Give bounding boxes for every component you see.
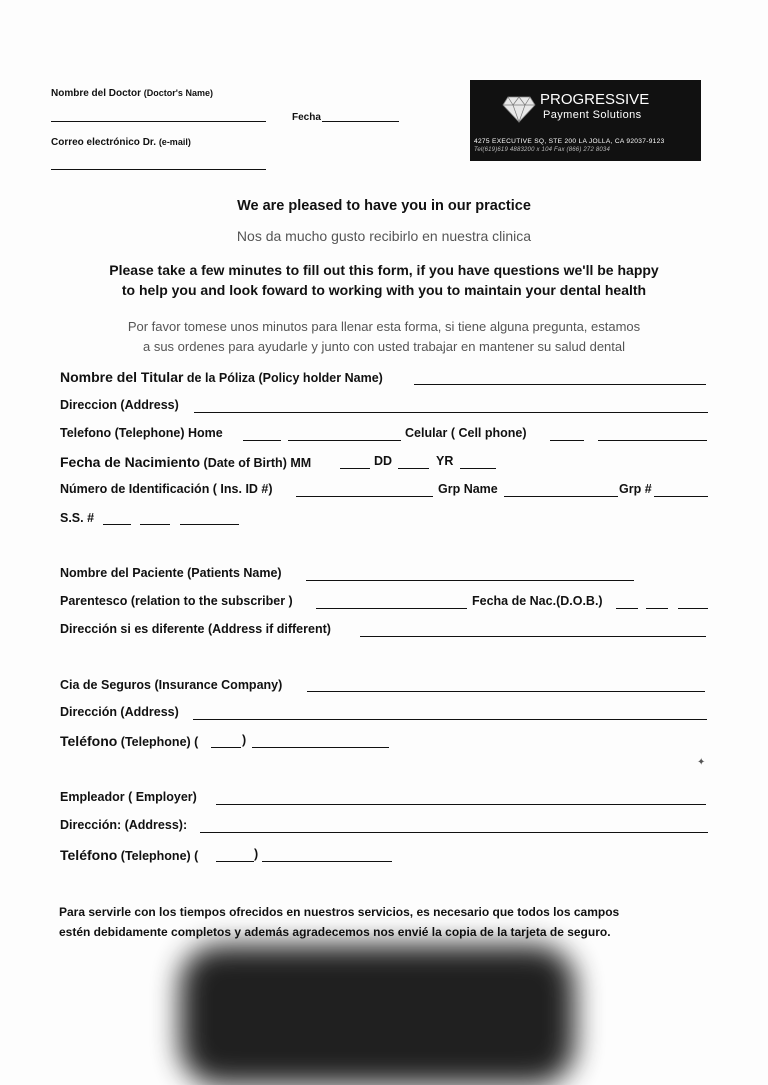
intro-en-line1: Please take a few minutes to fill out this form, if you have questions we'll be happy: [109, 262, 659, 278]
employer-phone-number-field[interactable]: [262, 861, 392, 862]
insurance-company-label: Cia de Seguros (Insurance Company): [60, 678, 283, 692]
policy-holder-address-field[interactable]: [194, 412, 708, 413]
employer-phone-area-field[interactable]: [216, 861, 254, 862]
doctor-email-label: Correo electrónico Dr. (e-mail): [51, 137, 191, 148]
insurance-id-label: Número de Identificación ( Ins. ID #): [60, 482, 273, 496]
relation-field[interactable]: [316, 608, 467, 609]
intro-en-line2: to help you and look foward to working with you to maintain your dental health: [121, 282, 647, 298]
policy-holder-name-field[interactable]: [414, 384, 706, 385]
dob-dd-field[interactable]: [398, 468, 429, 469]
ssn-label: S.S. #: [60, 511, 95, 525]
home-phone-number-field[interactable]: [288, 440, 401, 441]
doctor-name-field[interactable]: [51, 121, 266, 122]
logo-phone: Tel(619)619 4883200 x 104 Fax (866) 272 8034: [474, 147, 611, 153]
cell-phone-number-field[interactable]: [598, 440, 707, 441]
doctor-name-label: Nombre del Doctor (Doctor's Name): [51, 88, 213, 99]
cell-phone-area-field[interactable]: [550, 440, 584, 441]
ssn-part3-field[interactable]: [180, 524, 239, 525]
patient-address-field[interactable]: [360, 636, 706, 637]
intro-es-line2: a sus ordenes para ayudarle y junto con usted trabajar en mantener su salud dental: [142, 339, 626, 354]
dob-dd-label: DD: [374, 454, 393, 468]
dob-yr-label: YR: [436, 454, 454, 468]
patient-name-label: Nombre del Paciente (Patients Name): [60, 566, 282, 580]
policy-holder-address-label: Direccion (Address): [60, 398, 179, 412]
relation-label: Parentesco (relation to the subscriber ): [60, 594, 293, 608]
footer-note-line1: Para servirle con los tiempos ofrecidos en nuestros servicios, es necesario que todos los campos: [59, 905, 620, 919]
employer-address-label: Dirección: (Address):: [60, 818, 188, 832]
dob-mm-field[interactable]: [340, 468, 370, 469]
insurance-phone-close: ): [242, 733, 247, 747]
insurance-phone-area-field[interactable]: [211, 747, 241, 748]
insurance-id-field[interactable]: [296, 496, 433, 497]
logo-address: 4275 EXECUTIVE SQ, STE 200 LA JOLLA, CA 92037-9123: [474, 138, 665, 145]
employer-field[interactable]: [216, 804, 706, 805]
patient-dob-label: Fecha de Nac.(D.O.B.): [472, 594, 603, 608]
patient-dob-dd-field[interactable]: [646, 608, 668, 609]
group-number-label: Grp #: [619, 482, 652, 496]
insurance-phone-label: Teléfono (Telephone) (: [60, 733, 199, 749]
employer-phone-close: ): [254, 847, 259, 861]
insurance-address-field[interactable]: [193, 719, 707, 720]
group-name-field[interactable]: [504, 496, 618, 497]
welcome-heading-en: We are pleased to have you in our practice: [237, 198, 531, 214]
group-number-field[interactable]: [654, 496, 708, 497]
employer-label: Empleador ( Employer): [60, 790, 197, 804]
cell-phone-label: Celular ( Cell phone): [405, 426, 527, 440]
welcome-heading-es: Nos da mucho gusto recibirlo en nuestra clinica: [236, 228, 532, 244]
insurance-phone-number-field[interactable]: [252, 747, 389, 748]
scan-shadow: [180, 945, 575, 1085]
footer-note-line2: estén debidamente completos y además agradecemos nos envié la copia de la tarjeta de seguro.: [59, 925, 611, 939]
patient-name-field[interactable]: [306, 580, 634, 581]
diamond-icon: [502, 93, 536, 123]
dob-label: Fecha de Nacimiento (Date of Birth) MM: [60, 454, 312, 470]
employer-phone-label: Teléfono (Telephone) (: [60, 847, 199, 863]
scan-speck: ✦: [697, 757, 706, 768]
policy-holder-name-label: Nombre del Titular de la Póliza (Policy holder Name): [60, 369, 383, 385]
patient-address-label: Dirección si es diferente (Address if different): [60, 622, 331, 636]
logo-subtitle: Payment Solutions: [543, 109, 642, 121]
insurance-company-field[interactable]: [307, 691, 705, 692]
employer-address-field[interactable]: [200, 832, 708, 833]
logo-brand: PROGRESSIVE: [540, 91, 650, 108]
date-field[interactable]: [322, 121, 399, 122]
ssn-part2-field[interactable]: [140, 524, 170, 525]
patient-dob-mm-field[interactable]: [616, 608, 638, 609]
ssn-part1-field[interactable]: [103, 524, 131, 525]
company-logo: [470, 80, 701, 161]
patient-dob-yr-field[interactable]: [678, 608, 708, 609]
dob-yr-field[interactable]: [460, 468, 496, 469]
home-phone-label: Telefono (Telephone) Home: [60, 426, 223, 440]
group-name-label: Grp Name: [438, 482, 498, 496]
home-phone-area-field[interactable]: [243, 440, 281, 441]
date-label: Fecha: [292, 112, 321, 123]
intro-es-line1: Por favor tomese unos minutos para llenar esta forma, si tiene alguna pregunta, estamos: [127, 319, 641, 334]
doctor-email-field[interactable]: [51, 169, 266, 170]
insurance-address-label: Dirección (Address): [60, 705, 179, 719]
